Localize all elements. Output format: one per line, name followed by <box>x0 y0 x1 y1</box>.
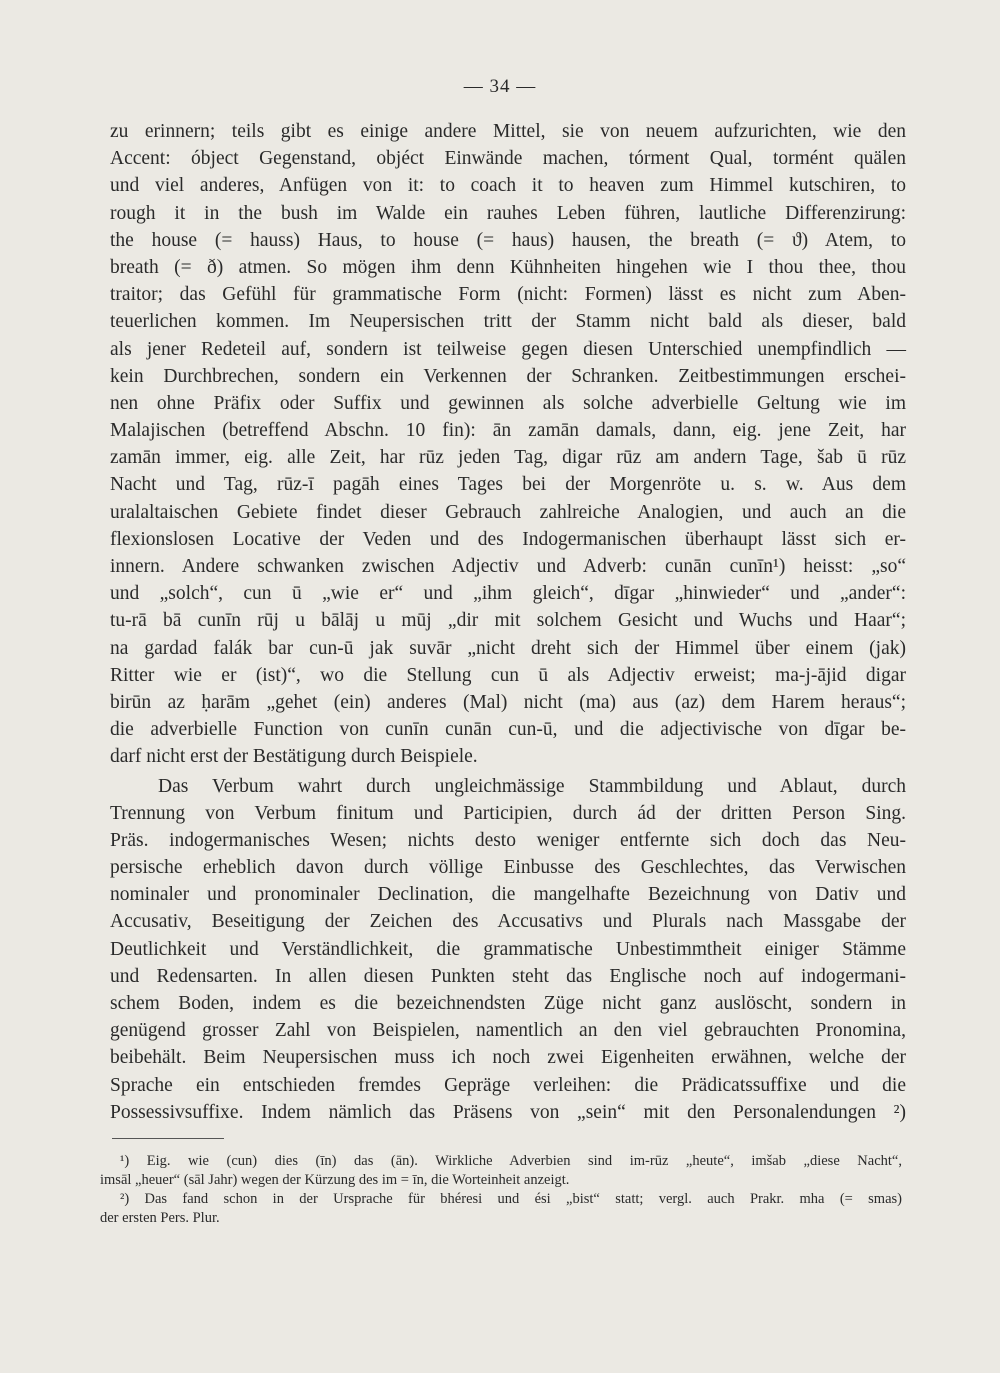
text-line: rough it in the bush im Walde ein rauhes Leben führen, lautliche Differenzirung: <box>110 202 906 224</box>
footnote-line: ¹) Eig. wie (cun) dies (īn) das (ān). Wirkliche Adverbien sind im-rūz „heute“, imšab „diese Nacht“, <box>120 1153 902 1169</box>
paragraph-1 <box>110 118 906 771</box>
text-line: nominaler und pronominaler Declination, die mangelhafte Bezeichnung von Dativ und <box>110 884 906 906</box>
body-text <box>110 118 906 1126</box>
text-line: Malajischen (betreffend Abschn. 10 fin): ān zamān damals, dann, eig. jene Zeit, har <box>110 420 906 442</box>
text-line: zamān immer, eig. alle Zeit, har rūz jeden Tag, digar rūz am andern Tage, šab ū rūz <box>110 447 906 469</box>
text-line: schem Boden, indem es die bezeichnendsten Züge nicht ganz auslöscht, sondern in <box>110 993 906 1014</box>
text-line: und viel anderes, Anfügen von it: to coach it to heaven zum Himmel kutschiren, to <box>110 175 906 197</box>
text-line: persische erheblich davon durch völlige Einbusse des Geschlechtes, das Verwischen <box>110 857 906 879</box>
text-line: Sprache ein entschieden fremdes Gepräge verleihen: die Prädicatssuffixe und die <box>110 1074 906 1096</box>
text-line: Deutlichkeit und Verständlichkeit, die grammatische Unbestimmtheit einiger Stämme <box>110 938 906 960</box>
text-line: Trennung von Verbum finitum und Participien, durch ád der dritten Person Sing. <box>110 802 906 824</box>
text-line: die adverbielle Function von cunīn cunān cun-ū, und die adjectivische von dīgar be- <box>110 719 906 741</box>
text-line: Präs. indogermanisches Wesen; nichts desto weniger entfernte sich doch das Neu- <box>110 829 906 851</box>
text-line: und „solch“, cun ū „wie er“ und „ihm gleich“, dīgar „hinwieder“ und „ander“: <box>110 583 906 605</box>
paragraph-2 <box>110 773 906 1126</box>
page-number: — 34 — <box>463 76 537 97</box>
text-line: tu-rā bā cunīn rūj u bālāj u mūj „dir mit solchem Gesicht und Wuchs und Haar“; <box>110 610 906 632</box>
text-line: birūn az ḥarām „gehet (ein) anderes (Mal) nicht (ma) aus (az) dem Harem heraus“; <box>110 691 906 713</box>
text-line: und Redensarten. In allen diesen Punkten steht das Englische noch auf indogermani- <box>110 965 906 987</box>
footnotes <box>100 1152 902 1228</box>
text-line: Possessivsuffixe. Indem nämlich das Präsens von „sein“ mit den Personalendungen ²) <box>110 1101 906 1123</box>
text-line: flexionslosen Locative der Veden und des Indogermanischen überhaupt lässt sich er- <box>110 528 906 550</box>
text-line: na gardad falák bar cun-ū jak suvār „nicht dreht sich der Himmel über einem (jak) <box>110 637 906 659</box>
text-line: Accusativ, Beseitigung der Zeichen des Accusativs und Plurals nach Massgabe der <box>110 911 906 933</box>
text-line: Das Verbum wahrt durch ungleichmässige Stammbildung und Ablaut, durch <box>158 775 906 797</box>
text-line: kein Durchbrechen, sondern ein Verkennen der Schranken. Zeitbestimmungen erschei- <box>110 365 906 387</box>
text-line: genügend grosser Zahl von Beispielen, namentlich an den viel gebrauchten Pronomina, <box>110 1020 906 1042</box>
footnote-line: ²) Das fand schon in der Ursprache für bhéresi und ési „bist“ statt; vergl. auch Prakr. mha (= smas) <box>120 1191 902 1207</box>
text-line: uralaltaischen Gebiete findet dieser Gebrauch zahlreiche Analogien, und auch an die <box>110 501 906 523</box>
text-line: beibehält. Beim Neupersischen muss ich noch zwei Eigenheiten erwähnen, welche der <box>110 1047 906 1069</box>
text-line: nen ohne Präfix oder Suffix und gewinnen als solche adverbielle Geltung wie im <box>110 392 906 414</box>
text-line: Ritter wie er (ist)“, wo die Stellung cun ū als Adjectiv erweist; ma-j-ājid digar <box>110 664 906 686</box>
text-line: the house (= hauss) Haus, to house (= haus) hausen, the breath (= ϑ) Atem, to <box>110 229 906 251</box>
text-line: Nacht und Tag, rūz-ī pagāh eines Tages bei der Morgenröte u. s. w. Aus dem <box>110 474 906 496</box>
text-line: innern. Andere schwanken zwischen Adjectiv und Adverb: cunān cunīn¹) heisst: „so“ <box>110 556 906 577</box>
text-line: Accent: óbject Gegenstand, objéct Einwände machen, tórment Qual, tormént quälen <box>110 148 906 170</box>
footnote-line: der ersten Pers. Plur. <box>100 1210 220 1226</box>
text-line: traitor; das Gefühl für grammatische Form (nicht: Formen) lässt es nicht zum Aben- <box>110 284 906 306</box>
footnote-line: imsāl „heuer“ (sāl Jahr) wegen der Kürzung des im = īn, die Worteinheit anzeigt. <box>100 1172 570 1188</box>
footnote-divider <box>112 1138 224 1139</box>
text-line: breath (= ð) atmen. So mögen ihm denn Kühnheiten hingehen wie I thou thee, thou <box>110 256 906 278</box>
text-line: als jener Redeteil auf, sondern ist teilweise gegen diesen Unterschied unempfindlich — <box>110 338 906 360</box>
text-line: teuerlichen kommen. Im Neupersischen tritt der Stamm nicht bald als dieser, bald <box>110 311 906 333</box>
text-line: darf nicht erst der Bestätigung durch Beispiele. <box>110 746 478 768</box>
text-line: zu erinnern; teils gibt es einige andere Mittel, sie von neuem aufzurichten, wie den <box>110 121 906 142</box>
